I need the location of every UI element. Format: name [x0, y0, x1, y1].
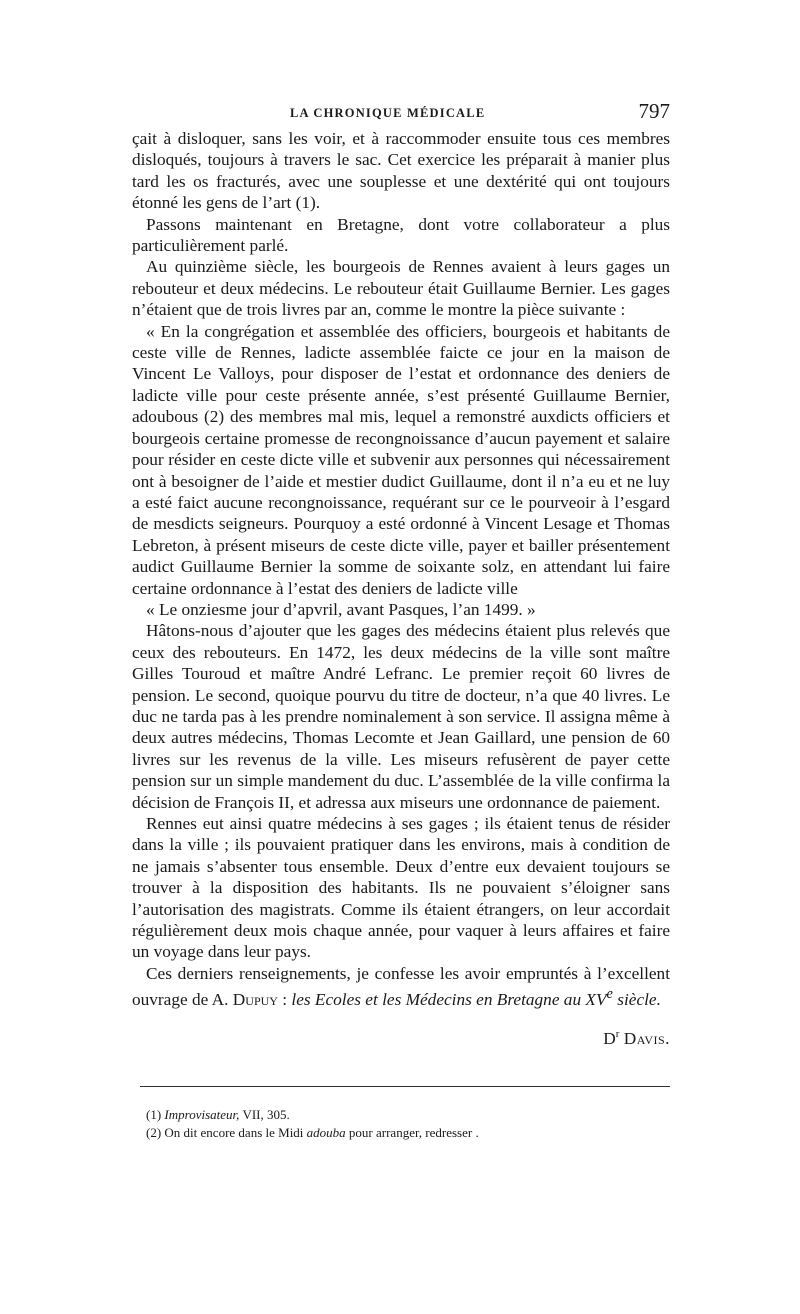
signature-title: $D^r$ — [603, 1028, 620, 1049]
footnote-number: (2) — [146, 1125, 162, 1140]
page-header — [132, 99, 670, 126]
paragraph — [132, 963, 670, 1011]
cited-author: Dupuy — [232, 990, 278, 1010]
colon: : — [277, 990, 288, 1010]
signature — [132, 1028, 670, 1049]
paragraph: Au quinzième siècle, les bourgeois de Rennes avaient à leurs gages un rebouteur et deux médecins. Le rebouteur était Guillaume Bernier. Les gages n’étaient que de trois livres par an, comme le montre la pièce suivante : — [132, 257, 670, 320]
page-number: 797 — [638, 99, 670, 123]
cited-title-end: siècle. — [612, 990, 661, 1010]
signature-name: Davis. — [623, 1029, 670, 1049]
running-title: LA CHRONIQUE MÉDICALE — [290, 106, 486, 120]
paragraph: çait à disloquer, sans les voir, et à raccommoder ensuite tous ces membres disloqués, toujours à travers le sac. Cet exercice les préparait à manier plus tard les os fracturés, avec une souplesse et une dextérité qui ont toujours étonné les gens de l’art (1). — [132, 129, 670, 213]
footnote-title: Improvisateur, — [164, 1107, 240, 1122]
cited-title-superscript: e — [606, 986, 613, 1003]
footnote-2 — [146, 1124, 666, 1142]
footnote-reference: VII, 305. — [242, 1107, 290, 1122]
paragraph: Hâtons-nous d’ajouter que les gages des médecins étaient plus relevés que ceux des rebouteurs. En 1472, les deux médecins de la ville sont maître Gilles Touroud et maître André Lefranc. Le premier reçoit 60 livres de pension. Le second, quoique pourvu du titre de docteur, n’a que 40 livres. Le duc ne tarda pas à les prendre nominalement à son service. Il assigna même à deux autres médecins, Thomas Lecomte et Jean Gaillard, une pension de 60 livres sur les revenus de la ville. Les miseurs refusèrent de payer cette pension sur un simple mandement du duc. L’assemblée de la ville confirma la décision de François II, et adressa aux miseurs une ordonnance de paiement. — [132, 621, 670, 812]
cited-title — [291, 986, 661, 1010]
body-text — [132, 128, 670, 1050]
paragraph-lead: Ces derniers renseignements, je confesse les avoir empruntés à l’excellent ouvrage de A. — [132, 963, 670, 1010]
footnote-text-end: pour arranger, redresser . — [348, 1125, 479, 1140]
footnote-number: (1) — [146, 1107, 162, 1122]
footnote-text: On dit encore dans le Midi — [164, 1125, 304, 1140]
cited-title-text: les Ecoles et les Médecins en Bretagne au XV — [291, 990, 607, 1010]
paragraph: Passons maintenant en Bretagne, dont votre collaborateur a plus particulièrement parlé. — [132, 214, 670, 256]
quotation-paragraph: « En la congrégation et assemblée des officiers, bourgeois et habitants de ceste ville de Rennes, ladicte assemblée faicte ce jour en la maison de Vincent Le Valloys, pour disposer de l’estat et ordonnance des deniers de ladicte ville pour ceste présente année, s’est présenté Guillaume Bernier, adoubous (2) des membres mal mis, lequel a remonstré auxdicts officiers et bourgeois certaine promesse de recongnoissance d’aucun payement et salaire pour résider en ceste dicte ville et subvenir aux personnes qui nécessairement ont à besoigner de l’aide et mestier dudict Guillaume, dont il n’a eu et ne luy a esté faict aucune recongnoissance, requérant sur ce le pourveoir à l’esgard de mesdicts seigneurs. Pourquoy a esté ordonné à Vincent Lesage et Thomas Lebreton, à présent miseurs de ceste dicte ville, payer et bailler présentement audict Guillaume Bernier la somme de soixante solz, en attendant lui faire certaine ordonnance à l’estat des deniers de ladicte ville — [132, 321, 670, 598]
paragraph: Rennes eut ainsi quatre médecins à ses gages ; ils étaient tenus de résider dans la ville ; ils pouvaient pratiquer dans les environs, mais à condition de ne jamais s’absenter tous ensemble. Deux d’entre eux devaient toujours se trouver à la disposition des habitants. Ils ne pouvaient s’éloigner sans l’autorisation des magistrats. Comme ils étaient étrangers, on leur accordait régulièrement deux mois chaque année, pour vaquer à leurs affaires et faire un voyage dans leur pays. — [132, 814, 670, 962]
footnote-1 — [146, 1106, 666, 1124]
footnotes — [146, 1106, 666, 1142]
quotation-date: « Le onziesme jour d’apvril, avant Pasques, l’an 1499. » — [146, 599, 536, 619]
footnote-word: adouba — [306, 1125, 346, 1140]
footnote-rule — [140, 1086, 670, 1087]
